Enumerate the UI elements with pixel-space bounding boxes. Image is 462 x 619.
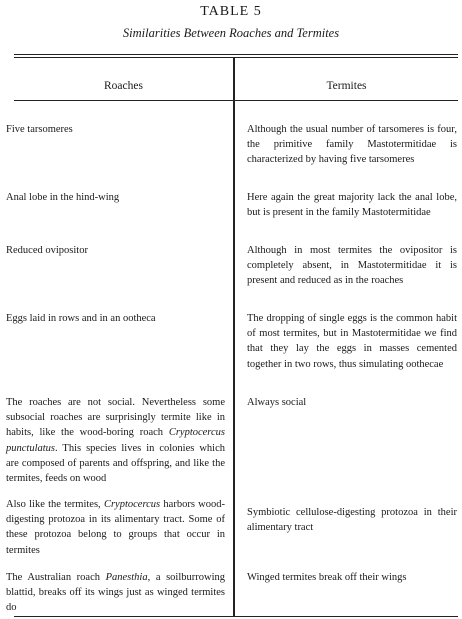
termite-cell: Winged termites break off their wings: [247, 572, 407, 583]
column-header-roaches: Roaches: [104, 80, 143, 92]
roach-text: Also like the termites,: [6, 499, 104, 510]
table-title: TABLE 5: [200, 4, 262, 19]
roach-text: The roaches are not social. Nevertheless some subsocial roaches are surprisingly termite like in habits, like the wood-boring roach: [6, 397, 225, 439]
species-name: Cryptocercus punctulatus: [6, 427, 225, 454]
roach-cell: [6, 395, 225, 486]
termite-cell: Always social: [247, 397, 307, 408]
roach-text: harbors wood-digesting protozoa in its alimentary tract. Some of these protozoa belong to groups that occur in termites: [6, 499, 226, 556]
header-rule: [14, 100, 458, 101]
termite-cell: Although in most termites the ovipositor is completely absent, in Mastotermitidae it is present and reduced as in the roaches: [247, 245, 457, 287]
roach-cell: Reduced ovipositor: [6, 245, 88, 256]
termite-cell: The dropping of single eggs is the common habit of most termites, but in Mastotermitidae we find that they lay the eggs in masses cemented together in two rows, thus simulating oothecae: [247, 313, 457, 370]
top-rule-double: [14, 57, 458, 58]
table-subtitle: Similarities Between Roaches and Termites: [122, 26, 340, 40]
termite-cell: Although the usual number of tarsomeres is four, the primitive family Mastotermitidae is characterized by having five tarsomeres: [247, 124, 457, 166]
roach-text: , a soilburrowing blattid, breaks off its wings just as winged termites do: [6, 572, 225, 614]
roach-cell: [6, 570, 225, 616]
genus-name: Panesthia: [105, 572, 148, 583]
termite-cell: Here again the great majority lack the anal lobe, but is present in the family Mastotermitidae: [247, 192, 457, 219]
column-divider: [233, 57, 235, 616]
roach-text: . This species lives in colonies which are composed of parents and offspring, and like the termites, feeds on wood: [6, 442, 225, 485]
roach-cell: Eggs laid in rows and in an ootheca: [6, 313, 156, 324]
roach-cell: [6, 497, 225, 558]
top-rule: [14, 54, 458, 55]
termite-cell: Symbiotic cellulose-digesting protozoa in their alimentary tract: [247, 507, 457, 534]
column-header-termites: Termites: [326, 80, 367, 92]
genus-name: Cryptocercus: [103, 499, 161, 510]
roach-text: The Australian roach: [6, 572, 106, 583]
bottom-rule: [14, 616, 458, 617]
roach-cell: Anal lobe in the hind-wing: [6, 192, 120, 203]
roach-cell: Five tarsomeres: [6, 124, 73, 135]
